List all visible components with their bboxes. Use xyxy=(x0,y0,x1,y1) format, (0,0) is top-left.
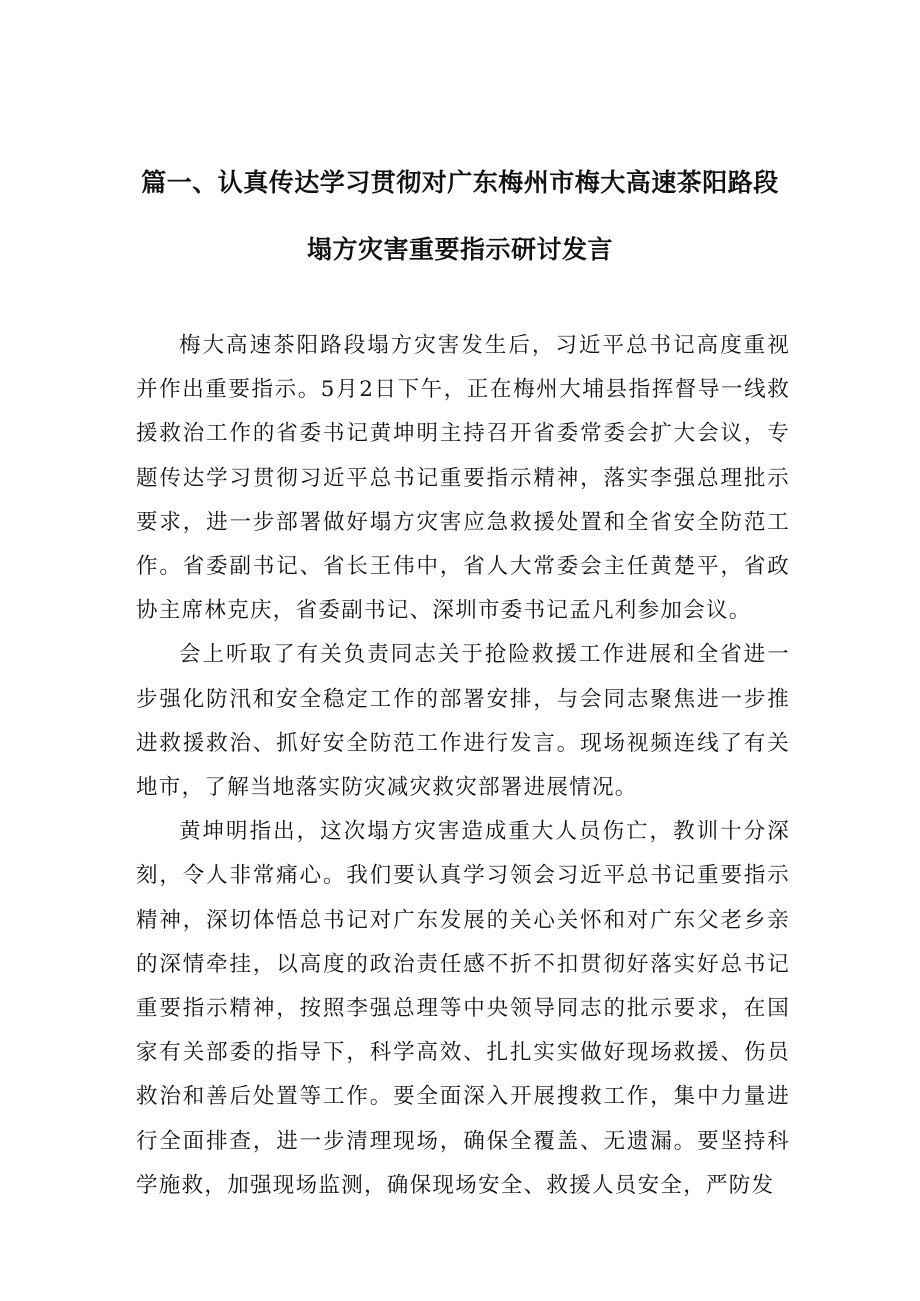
paragraph-3: 黄坤明指出，这次塌方灾害造成重大人员伤亡，教训十分深刻，令人非常痛心。我们要认真学习领会习近平总书记重要指示精神，深切体悟总书记对广东发展的关心关怀和对广东父老乡亲的深情牵挂，以高度的政治责任感不折不扣贯彻好落实好总书记重要指示精神，按照李强总理等中央领导同志的批示要求，在国家有关部委的指导下，科学高效、扎扎实实做好现场救援、伤员救治和善后处置等工作。要全面深入开展搜救工作，集中力量进行全面排查，进一步清理现场，确保全覆盖、无遗漏。要坚持科学施救，加强现场监测，确保现场安全、救援人员安全，严防发 xyxy=(136,819,790,1198)
document-title-line-2: 塌方灾害重要指示研讨发言 xyxy=(306,235,613,264)
paragraph-2: 会上听取了有关负责同志关于抢险救援工作进展和全省进一步强化防汛和安全稳定工作的部署安排，与会同志聚焦进一步推进救援救治、抓好安全防范工作进行发言。现场视频连线了有关地市，了解当地落实防灾减灾救灾部署进展情况。 xyxy=(136,642,790,801)
document-body xyxy=(136,324,790,1208)
paragraph-1: 梅大高速茶阳路段塌方灾害发生后，习近平总书记高度重视并作出重要指示。5月2日下午，正在梅州大埔县指挥督导一线救援救治工作的省委书记黄坤明主持召开省委常委会扩大会议，专题传达学习贯彻习近平总书记重要指示精神，落实李强总理批示要求，进一步部署做好塌方灾害应急救援处置和全省安全防范工作。省委副书记、省长王伟中，省人大常委会主任黄楚平，省政协主席林克庆，省委副书记、深圳市委书记孟凡利参加会议。 xyxy=(136,333,790,624)
document-title-line-1: 篇一、认真传达学习贯彻对广东梅州市梅大高速茶阳路段 xyxy=(141,168,779,197)
